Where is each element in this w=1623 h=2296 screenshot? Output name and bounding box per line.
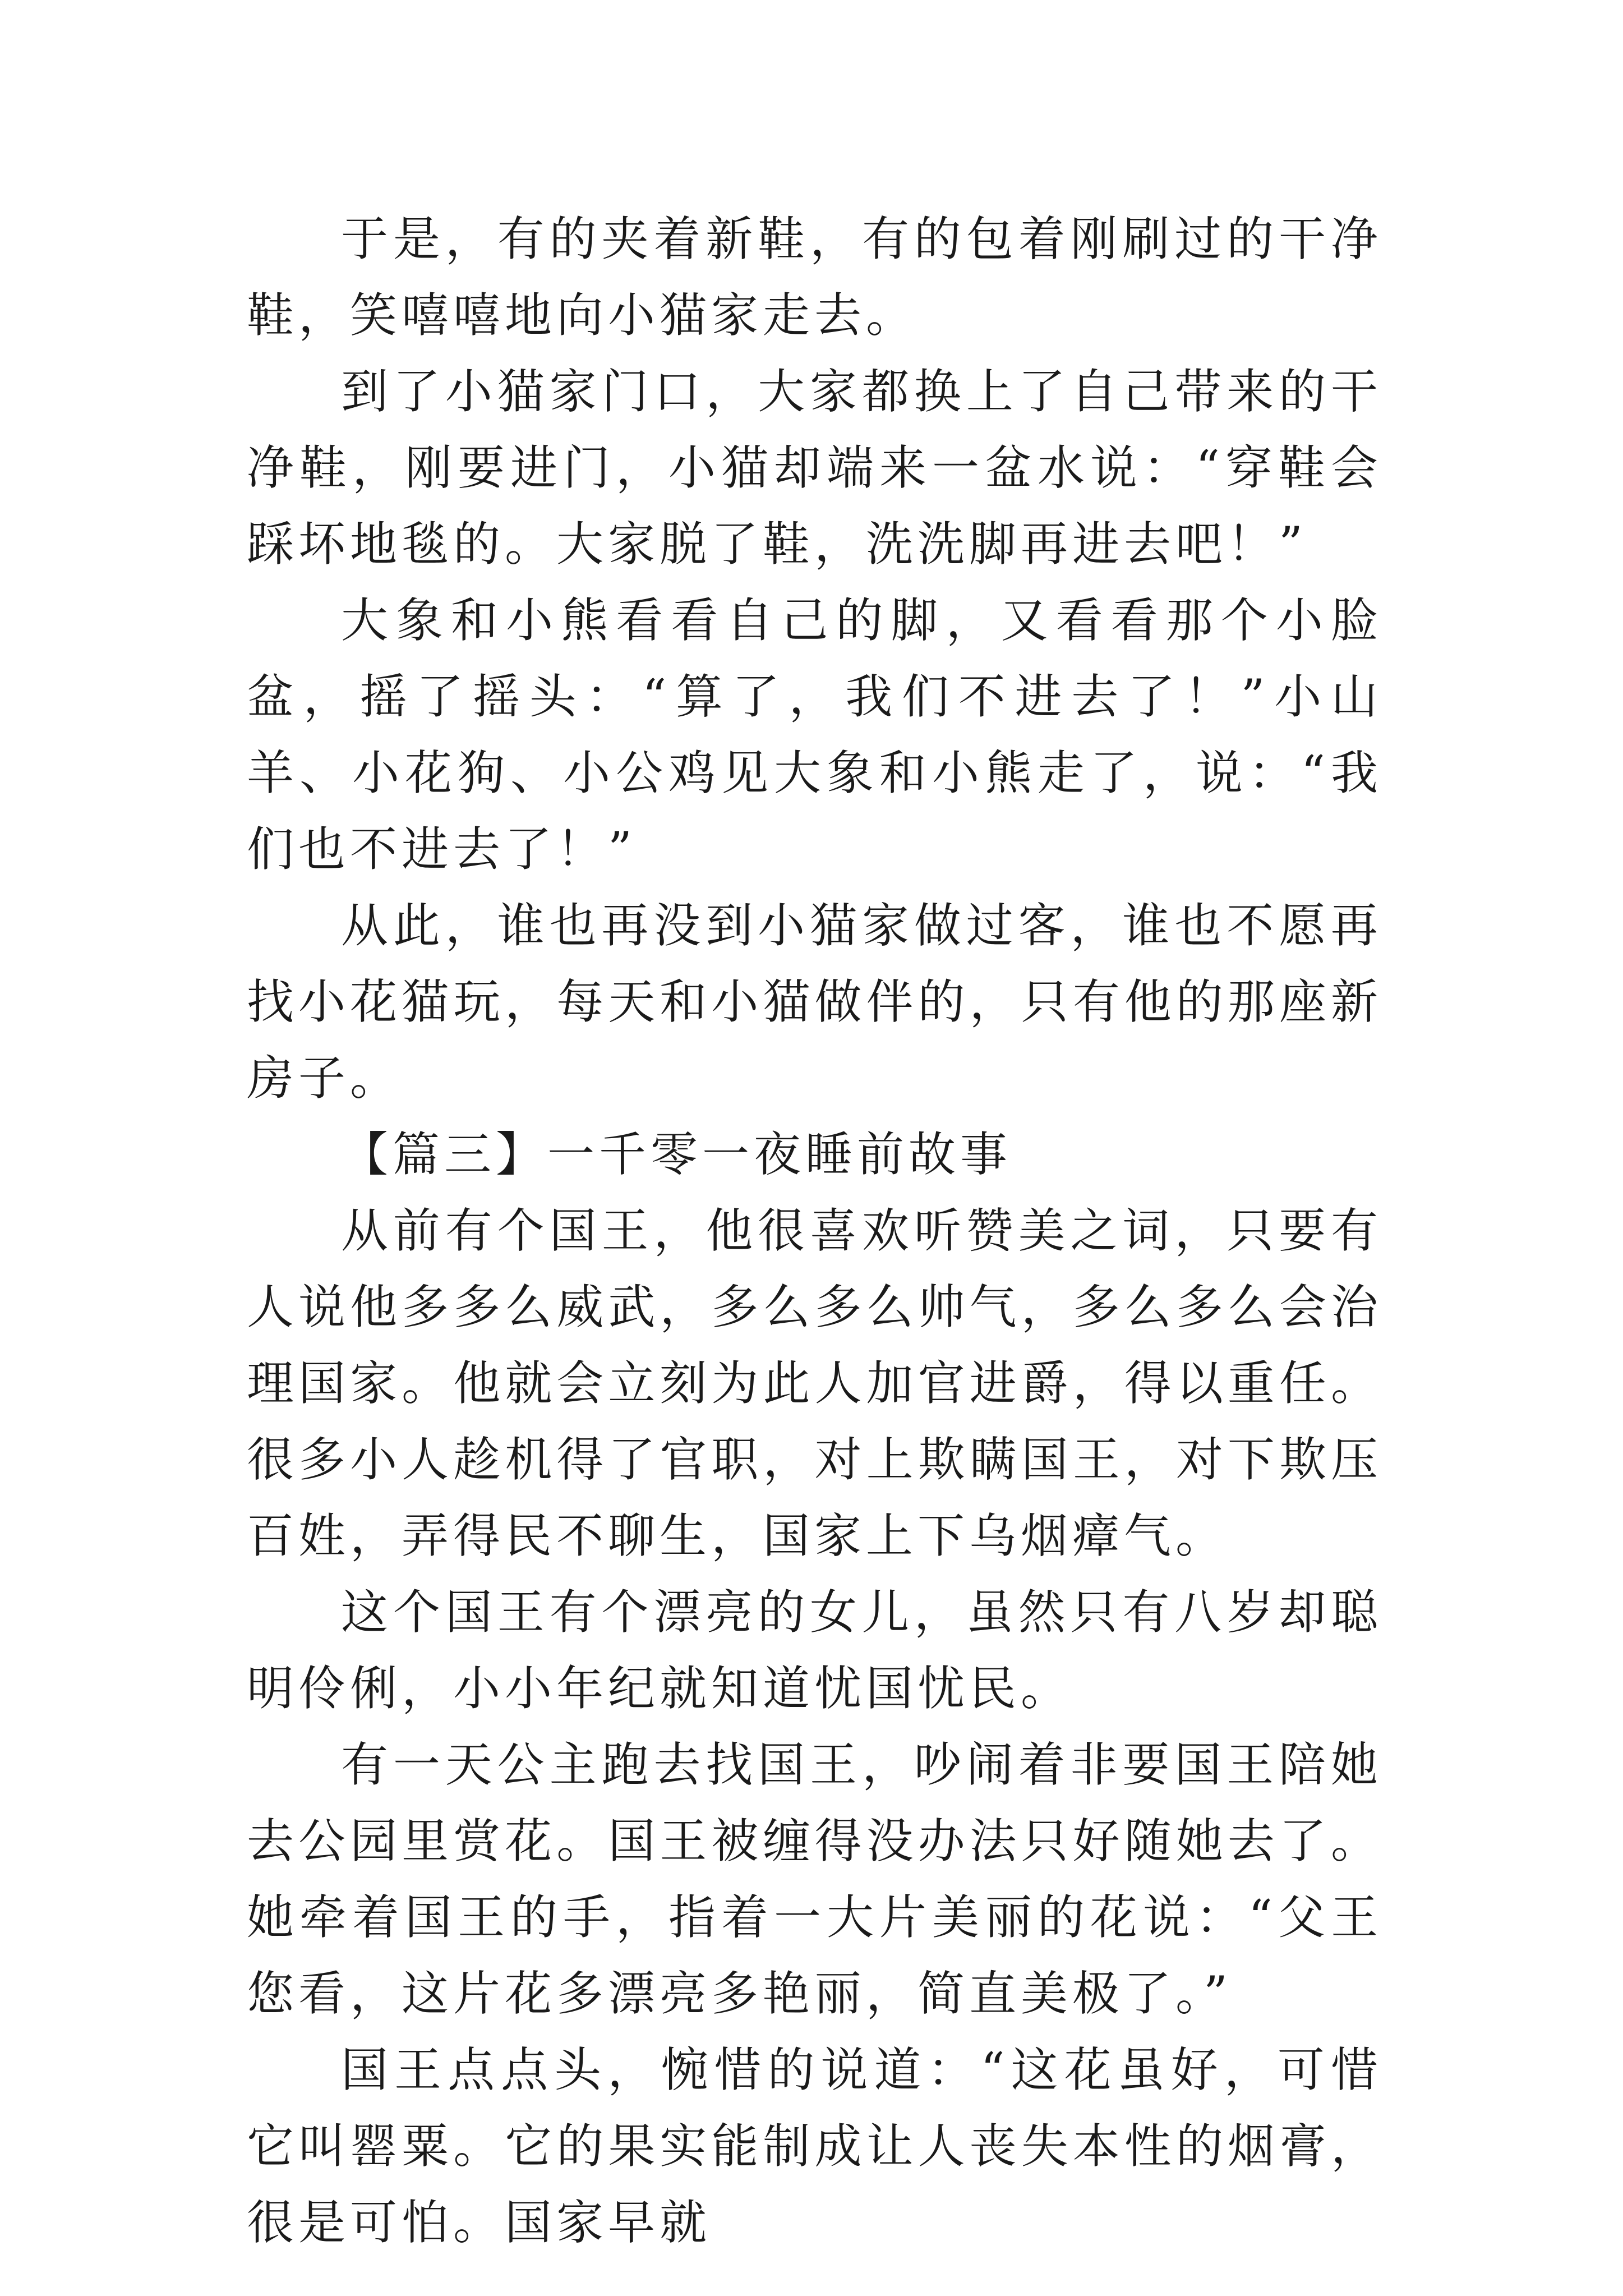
paragraph: 到了小猫家门口，大家都换上了自己带来的干净鞋，刚要进门，小猫却端来一盆水说：“穿鞋会踩坏地毯的。大家脱了鞋，洗洗脚再进去吧！”: [247, 364, 1382, 572]
paragraph: 大象和小熊看看自己的脚，又看看那个小脸盆，摇了摇头：“算了，我们不进去了！”小山羊、小花狗、小公鸡见大象和小熊走了，说：“我们也不进去了！”: [247, 593, 1382, 877]
paragraph: 有一天公主跑去找国王，吵闹着非要国王陪她去公园里赏花。国王被缠得没办法只好随她去了。她牵着国王的手，指着一大片美丽的花说：“父王您看，这片花多漂亮多艳丽，简直美极了。”: [247, 1737, 1382, 2021]
paragraph: 从前有个国王，他很喜欢听赞美之词，只要有人说他多多么威武，多么多么帅气，多么多么会治理国家。他就会立刻为此人加官进爵，得以重任。很多小人趁机得了官职，对上欺瞒国王，对下欺压百姓，弄得民不聊生，国家上下乌烟瘴气。: [247, 1203, 1382, 1563]
paragraph: 从此，谁也再没到小猫家做过客，谁也不愿再找小花猫玩，每天和小猫做伴的，只有他的那座新房子。: [247, 898, 1382, 1106]
paragraph: 于是，有的夹着新鞋，有的包着刚刷过的干净鞋，笑嘻嘻地向小猫家走去。: [247, 211, 1382, 343]
paragraph: 这个国王有个漂亮的女儿，虽然只有八岁却聪明伶俐，小小年纪就知道忧国忧民。: [247, 1585, 1382, 1716]
paragraph: 国王点点头，惋惜的说道：“这花虽好，可惜它叫罂粟。它的果实能制成让人丧失本性的烟膏，很是可怕。国家早就: [247, 2042, 1382, 2250]
document-body: [247, 201, 1382, 2261]
section-heading: 【篇三】一千零一夜睡前故事: [341, 1127, 1012, 1182]
